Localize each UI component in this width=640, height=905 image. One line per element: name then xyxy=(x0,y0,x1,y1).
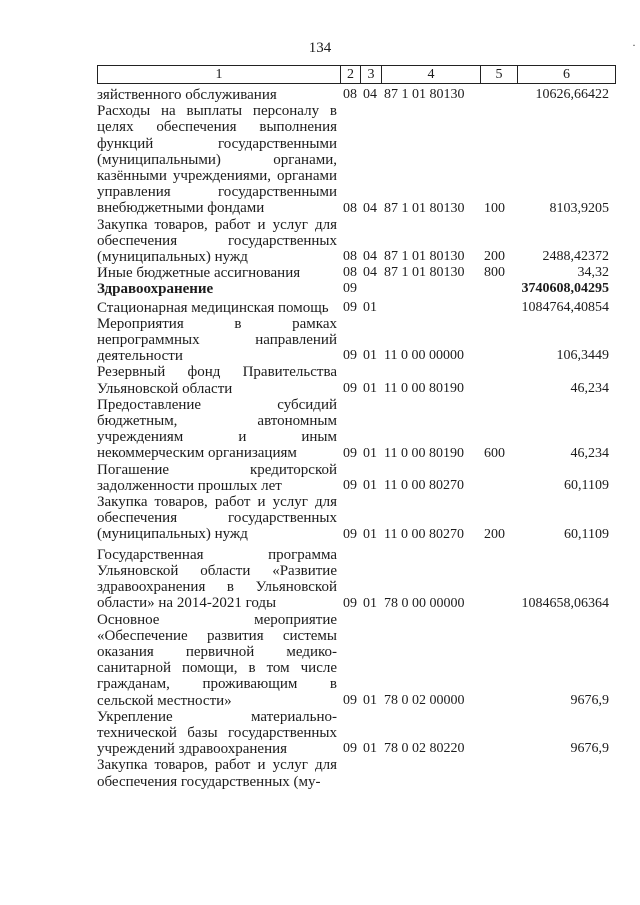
row-codes xyxy=(343,300,514,316)
table-row xyxy=(97,364,616,396)
row-codes xyxy=(343,478,514,494)
header-col-1: 1 xyxy=(98,66,341,83)
subsection-code: 04 xyxy=(363,265,377,281)
subsection-code: 01 xyxy=(363,595,377,611)
row-amount: 1084764,40854 xyxy=(521,299,609,315)
header-col-3: 3 xyxy=(361,66,382,83)
table-row xyxy=(97,397,616,462)
row-description: зяйственного обслуживания xyxy=(97,87,277,103)
article-code: 78 0 02 80220 xyxy=(384,741,465,757)
row-codes xyxy=(343,741,514,757)
row-description: Закупка товаров, работ и услуг для обеспечения государственных (муниципальных) нужд xyxy=(97,216,337,266)
table-row xyxy=(97,217,616,266)
row-description: Расходы на выплаты персоналу в целях обеспечения выполнения функций государственными (муниципальными) органами, казёнными учреждениями, органами управления государственными внебюджетными фондами xyxy=(97,103,337,217)
subsection-code: 01 xyxy=(363,692,377,708)
section-code: 09 xyxy=(343,741,357,757)
subsection-code: 01 xyxy=(363,741,377,757)
subsection-code: 01 xyxy=(363,445,377,461)
row-description: Погашение кредиторской задолженности прошлых лет xyxy=(97,461,337,494)
subsection-code: 04 xyxy=(363,87,377,102)
article-code: 87 1 01 80130 xyxy=(384,249,465,265)
header-col-4: 4 xyxy=(382,66,481,83)
section-code: 09 xyxy=(343,380,357,396)
section-code: 09 xyxy=(343,526,357,542)
row-description: Резервный фонд Правительства Ульяновской области xyxy=(97,364,337,397)
row-amount: 9676,9 xyxy=(570,741,609,757)
row-codes xyxy=(343,693,514,709)
row-codes xyxy=(343,527,514,543)
article-code: 11 0 00 80190 xyxy=(384,380,464,396)
table-row xyxy=(97,612,616,709)
section-code: 09 xyxy=(343,692,357,708)
row-codes xyxy=(343,265,514,281)
row-description: Государственная программа Ульяновской области «Развитие здравоохранения в Ульяновской области» на 2014-2021 годы xyxy=(97,546,337,612)
edge-mark: · xyxy=(632,38,636,52)
table-header xyxy=(97,65,616,84)
subsection-code: 01 xyxy=(363,299,377,315)
row-description: Здравоохранение xyxy=(97,281,214,298)
row-amount: 9676,9 xyxy=(570,692,609,708)
subsection-code: 04 xyxy=(363,200,377,216)
row-amount: 60,1109 xyxy=(564,478,609,494)
table-row xyxy=(97,547,616,612)
row-description: Стационарная медицинская помощь xyxy=(97,299,329,316)
section-code: 09 xyxy=(343,281,357,297)
article-code: 11 0 00 80270 xyxy=(384,526,464,542)
row-description: Закупка товаров, работ и услуг для обеспечения государственных (му- xyxy=(97,757,337,790)
article-code: 11 0 00 80270 xyxy=(384,478,464,494)
row-codes xyxy=(343,596,514,612)
subsection-code: 01 xyxy=(363,380,377,396)
page-number: 134 xyxy=(308,40,332,56)
row-codes xyxy=(343,381,514,397)
article-code: 87 1 01 80130 xyxy=(384,265,465,281)
article-code: 11 0 00 80190 xyxy=(384,445,464,461)
section-code: 08 xyxy=(343,87,357,102)
section-code: 08 xyxy=(343,249,357,265)
table-row xyxy=(97,757,616,789)
table-row xyxy=(97,87,616,103)
section-code: 09 xyxy=(343,445,357,461)
table-row xyxy=(97,103,616,216)
article-code: 87 1 01 80130 xyxy=(384,200,465,216)
expense-type-code: 600 xyxy=(484,445,505,461)
subsection-code: 01 xyxy=(363,348,377,364)
section-code: 08 xyxy=(343,200,357,216)
expense-type-code: 100 xyxy=(484,200,505,216)
row-description: Иные бюджетные ассигнования xyxy=(97,265,301,282)
section-code: 08 xyxy=(343,265,357,281)
header-col-6: 6 xyxy=(563,67,570,82)
table-row xyxy=(97,316,616,365)
expense-type-code: 800 xyxy=(484,265,505,281)
row-amount: 2488,42372 xyxy=(542,249,609,265)
row-codes xyxy=(343,281,514,297)
row-codes xyxy=(343,348,514,364)
header-col-2: 2 xyxy=(341,66,361,83)
row-description: Основное мероприятие «Обеспечение развития системы оказания первичной медико-санитарной помощи, в том числе гражданам, проживающим в сельской местности» xyxy=(97,611,337,709)
table-row xyxy=(97,265,616,281)
subsection-code: 01 xyxy=(363,478,377,494)
subsection-code: 01 xyxy=(363,526,377,542)
row-codes xyxy=(343,87,514,103)
row-description: Мероприятия в рамках непрограммных направлений деятельности xyxy=(97,315,337,365)
row-amount: 34,32 xyxy=(577,265,609,281)
article-code: 87 1 01 80130 xyxy=(384,87,465,102)
article-code: 11 0 00 00000 xyxy=(384,348,464,364)
table-row xyxy=(97,494,616,543)
row-codes xyxy=(343,201,514,217)
header-col-5: 5 xyxy=(481,66,518,83)
table-row xyxy=(97,462,616,494)
row-description: Предоставление субсидий бюджетным, автономным учреждениям и иным некоммерческим организациям xyxy=(97,396,337,462)
row-amount: 46,234 xyxy=(570,445,609,461)
table-row xyxy=(97,709,616,758)
section-code: 09 xyxy=(343,478,357,494)
row-description: Закупка товаров, работ и услуг для обеспечения государственных (муниципальных) нужд xyxy=(97,494,337,543)
row-amount: 1084658,06364 xyxy=(521,595,609,611)
row-description: Укрепление материально-технической базы государственных учреждений здравоохранения xyxy=(97,708,337,758)
row-amount: 106,3449 xyxy=(556,348,609,364)
expense-type-code: 200 xyxy=(484,249,505,265)
row-amount: 46,234 xyxy=(570,380,609,396)
row-amount: 8103,9205 xyxy=(549,200,609,216)
row-amount: 60,1109 xyxy=(564,526,609,542)
article-code: 78 0 00 00000 xyxy=(384,595,465,611)
section-code: 09 xyxy=(343,595,357,611)
expense-type-code: 200 xyxy=(484,526,505,542)
table-row xyxy=(97,300,616,316)
section-code: 09 xyxy=(343,299,357,315)
row-amount: 3740608,04295 xyxy=(521,281,609,297)
table-row xyxy=(97,281,616,297)
section-code: 09 xyxy=(343,348,357,364)
row-codes xyxy=(343,446,514,462)
row-codes xyxy=(343,249,514,265)
article-code: 78 0 02 00000 xyxy=(384,692,465,708)
subsection-code: 04 xyxy=(363,249,377,265)
row-codes xyxy=(343,774,514,790)
budget-table-body xyxy=(97,87,616,790)
row-amount: 10626,66422 xyxy=(535,87,609,102)
